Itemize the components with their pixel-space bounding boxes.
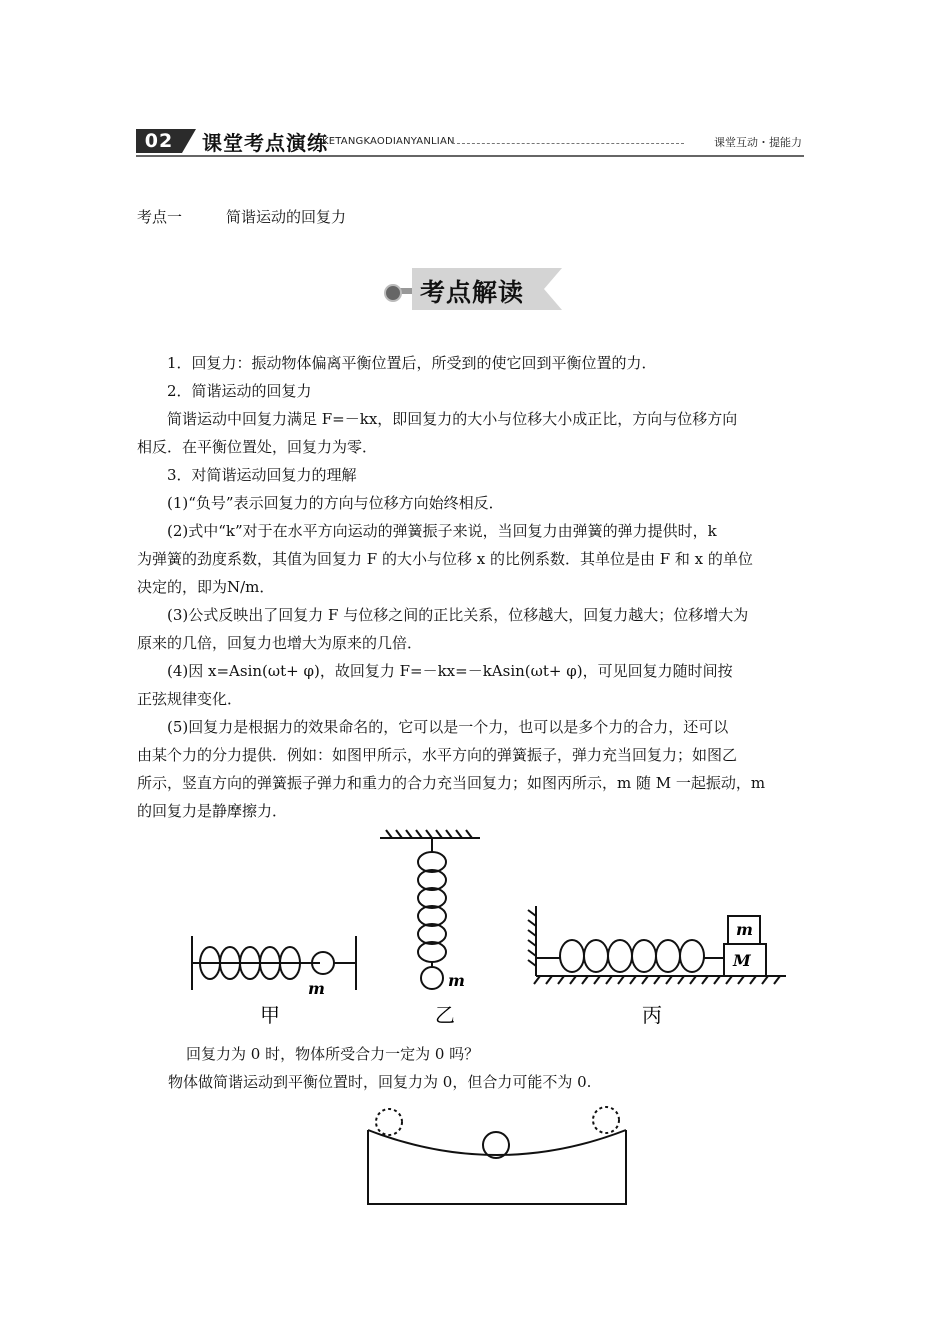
banner-notch (182, 129, 196, 153)
figure-yi (380, 830, 480, 989)
body-text (137, 349, 817, 825)
figure-jia (192, 936, 356, 990)
mass-label-yi: m (448, 971, 465, 990)
caption-yi: 乙 (435, 1003, 455, 1027)
section-label: 考点一 (137, 208, 183, 226)
figure-bing (528, 906, 786, 984)
paragraph-line: (5)回复力是根据力的效果命名的，它可以是一个力，也可以是多个力的合力，还可以 (167, 718, 729, 736)
question-text: 回复力为 0 时，物体所受合力一定为 0 吗？ (186, 1045, 480, 1063)
paragraph-line: 2．简谐运动的回复力 (167, 382, 312, 400)
answer-text: 物体做简谐运动到平衡位置时，回复力为 0，但合力可能不为 0. (168, 1073, 592, 1091)
banner-right-text: 课堂互动・提能力 (714, 136, 802, 149)
paragraph-line: (3)公式反映出了回复力 F 与位移之间的正比关系，位移越大，回复力越大；位移增大为 (167, 606, 749, 624)
paragraph-line: 的回复力是静摩擦力． (137, 802, 288, 820)
paragraph-line: 1．回复力：振动物体偏离平衡位置后，所受到的使它回到平衡位置的力． (167, 354, 657, 372)
banner-number: 02 (136, 129, 182, 153)
spring-figures (180, 826, 800, 1036)
ball-right-dashed (593, 1107, 619, 1133)
paragraph-line: 相反．在平衡位置处，回复力为零． (137, 438, 378, 456)
ball-left-dashed (376, 1109, 402, 1135)
paragraph-line: 简谐运动中回复力满足 F=－kx，即回复力的大小与位移大小成正比，方向与位移方向 (167, 410, 738, 428)
paragraph-line: 由某个力的分力提供．例如：如图甲所示，水平方向的弹簧振子，弹力充当回复力；如图乙 (137, 746, 738, 764)
paragraph-line: 所示，竖直方向的弹簧振子弹力和重力的合力充当回复力；如图丙所示，m 随 M 一起振动，m (137, 774, 766, 792)
mass-label-jia: m (308, 979, 325, 998)
section-title (137, 206, 346, 227)
banner-pinyin: KETANGKAODIANYANLIAN (322, 136, 455, 147)
mass-label-bing-m: m (736, 920, 753, 939)
caption-jia: 甲 (260, 1003, 280, 1027)
section-banner (136, 126, 804, 156)
heading-badge (380, 266, 570, 314)
paragraph-line: 为弹簧的劲度系数，其值为回复力 F 的大小与位移 x 的比例系数．其单位是由 F 和 x 的单位 (137, 550, 753, 568)
banner-rule (136, 155, 804, 157)
mass-label-bing-M: M (733, 951, 751, 970)
bowl-figure (360, 1100, 635, 1210)
bowl-container (368, 1130, 626, 1204)
paragraph-line: 3．对简谐运动回复力的理解 (167, 466, 357, 484)
bowl-curve (368, 1130, 626, 1155)
heading-dot-icon (384, 284, 402, 302)
paragraph-line: 决定的，即为N/m． (137, 578, 275, 596)
paragraph-line: (1)“负号”表示回复力的方向与位移方向始终相反． (167, 494, 504, 512)
paragraph-line: (2)式中“k”对于在水平方向运动的弹簧振子来说，当回复力由弹簧的弹力提供时，k (167, 522, 717, 540)
paragraph-line: 原来的几倍，回复力也增大为原来的几倍． (137, 634, 423, 652)
caption-bing: 丙 (642, 1003, 662, 1027)
paragraph-line: (4)因 x=Asin(ωt+ φ)，故回复力 F=－kx=－kAsin(ωt+ φ)，可见回复力随时间按 (167, 662, 733, 680)
banner-dashes (452, 143, 684, 144)
paragraph-line: 正弦规律变化． (137, 690, 243, 708)
banner-title: 课堂考点演练 (202, 131, 328, 155)
section-topic: 简谐运动的回复力 (226, 208, 347, 226)
heading-text: 考点解读 (420, 278, 525, 307)
